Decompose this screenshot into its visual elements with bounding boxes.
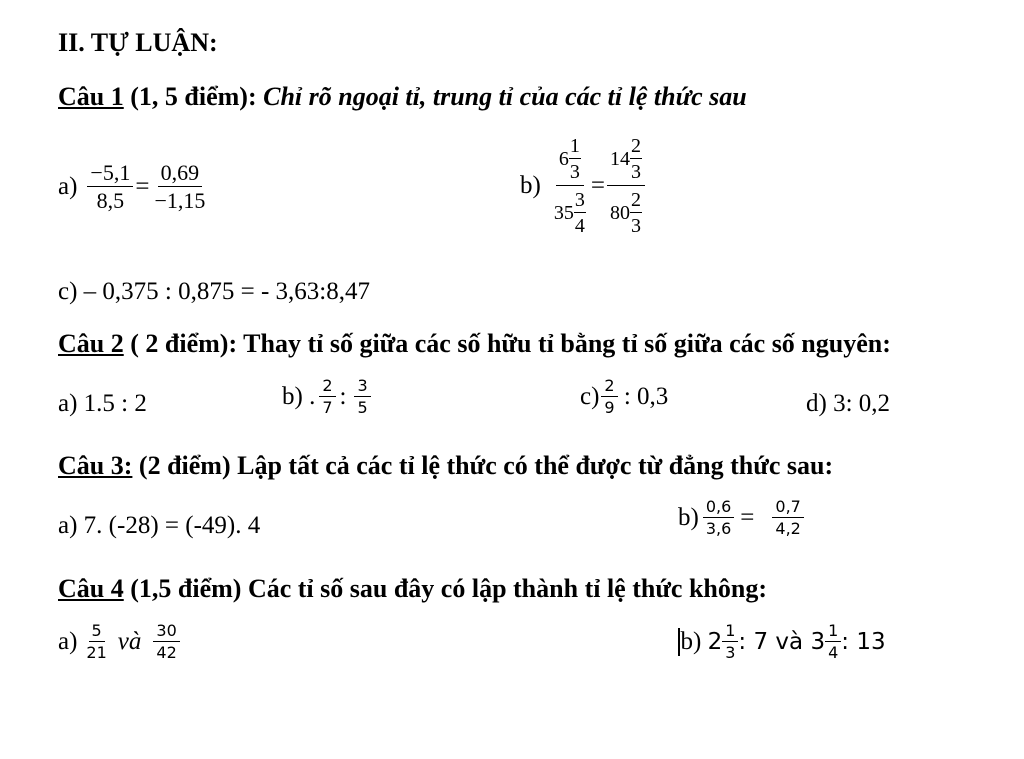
question-2-part-b xyxy=(282,378,371,416)
fraction xyxy=(722,623,738,661)
denominator: 21 xyxy=(86,643,107,662)
part-tag: a) xyxy=(58,173,78,200)
denominator: 3 xyxy=(630,161,641,183)
denominator: 3,6 xyxy=(705,519,732,538)
numerator xyxy=(607,136,645,186)
denominator: 3 xyxy=(569,161,580,183)
fraction xyxy=(630,190,642,236)
numerator: 0,6 xyxy=(703,499,734,518)
question-1-points: (1, 5 điểm): xyxy=(123,82,264,111)
whole-part: 6 xyxy=(558,148,569,170)
numerator: 2 xyxy=(319,378,335,397)
denominator: −1,15 xyxy=(154,188,206,213)
denominator: 4 xyxy=(574,215,585,237)
ratio-text: : 13 xyxy=(841,629,886,655)
mixed-number xyxy=(559,136,581,182)
numerator: 3 xyxy=(574,189,585,211)
whole-part: 14 xyxy=(609,148,630,170)
part-tag: a) xyxy=(58,628,78,655)
question-4-part-b xyxy=(678,623,886,661)
section-title: II. TỰ LUẬN: xyxy=(58,28,218,57)
mixed-number xyxy=(554,190,586,236)
text-cursor xyxy=(678,628,680,656)
denominator: 4,2 xyxy=(775,519,801,538)
complex-fraction xyxy=(551,136,589,236)
numerator: 2 xyxy=(630,189,641,211)
numerator: 1 xyxy=(569,135,580,157)
fraction xyxy=(151,162,208,212)
whole-part: 35 xyxy=(553,202,574,224)
numerator: 2 xyxy=(630,135,641,157)
numerator: 1 xyxy=(825,623,841,642)
denominator: 7 xyxy=(322,398,333,417)
denominator: 3 xyxy=(630,215,641,237)
numerator xyxy=(556,136,584,186)
question-2-heading xyxy=(58,329,891,359)
part-tag: b) xyxy=(680,628,708,655)
question-4-heading xyxy=(58,574,767,604)
whole-part: 2 xyxy=(707,629,723,655)
denominator: 42 xyxy=(156,643,177,662)
question-2-part-d: d) 3: 0,2 xyxy=(806,390,891,417)
question-1-label: Câu 1 xyxy=(58,82,124,111)
fraction xyxy=(83,623,109,661)
question-4-label: Câu 4 xyxy=(58,574,124,603)
question-4-prompt: (1,5 điểm) Các tỉ số sau đây có lập thành tỉ lệ thức không: xyxy=(123,574,768,603)
question-2-label: Câu 2 xyxy=(58,329,124,358)
question-1-part-c: c) – 0,375 : 0,875 = - 3,63:8,47 xyxy=(58,278,370,305)
question-1-heading xyxy=(58,82,747,112)
fraction xyxy=(630,136,642,182)
fraction xyxy=(703,499,734,537)
fraction xyxy=(319,378,335,416)
part-tag: b) xyxy=(678,504,699,531)
whole-part: 3 xyxy=(810,629,826,655)
ratio-text: : 7 và xyxy=(738,629,811,655)
question-1-prompt: Chỉ rõ ngoại tỉ, trung tỉ của các tỉ lệ thức sau xyxy=(263,82,747,111)
numerator: 5 xyxy=(89,623,105,642)
denominator: 9 xyxy=(604,398,615,417)
divisor-text: : 0,3 xyxy=(617,383,669,410)
mixed-number xyxy=(610,136,642,182)
question-2-prompt: ( 2 điểm): Thay tỉ số giữa các số hữu tỉ bằng tỉ số giữa các số nguyên: xyxy=(123,329,891,358)
equals-sign: = xyxy=(135,173,150,200)
question-3-label: Câu 3: xyxy=(58,451,133,480)
question-3-part-b xyxy=(678,499,804,537)
division-sign: : xyxy=(339,383,347,410)
equals-sign: = xyxy=(590,172,605,199)
equals-sign: = xyxy=(740,504,755,531)
fraction xyxy=(87,162,133,212)
question-3-heading xyxy=(58,451,833,481)
fraction xyxy=(574,190,586,236)
part-tag: b) . xyxy=(282,383,316,410)
denominator: 8,5 xyxy=(96,188,125,213)
denominator: 5 xyxy=(357,398,368,417)
numerator: 30 xyxy=(153,623,179,642)
fraction xyxy=(601,378,617,416)
numerator: 2 xyxy=(601,378,617,397)
part-tag: b) xyxy=(520,172,541,199)
fraction xyxy=(772,499,803,537)
fraction xyxy=(354,378,370,416)
question-2-part-a: a) 1.5 : 2 xyxy=(58,390,147,417)
question-1-part-a xyxy=(58,162,208,212)
question-4-part-a xyxy=(58,623,180,661)
whole-part: 80 xyxy=(609,202,630,224)
numerator: 0,69 xyxy=(158,162,203,187)
complex-fraction xyxy=(607,136,645,236)
numerator: −5,1 xyxy=(87,162,133,187)
denominator xyxy=(607,186,645,236)
numerator: 3 xyxy=(354,378,370,397)
question-1-part-b xyxy=(520,136,645,236)
fraction xyxy=(825,623,841,661)
denominator xyxy=(551,186,589,236)
fraction xyxy=(569,136,581,182)
part-tag: c) xyxy=(580,383,600,410)
question-2-part-c xyxy=(580,378,668,416)
numerator: 1 xyxy=(722,623,738,642)
mixed-number xyxy=(610,190,642,236)
conjunction-text: và xyxy=(117,628,142,655)
denominator: 3 xyxy=(725,643,736,662)
fraction xyxy=(153,623,179,661)
numerator: 0,7 xyxy=(772,499,803,518)
denominator: 4 xyxy=(828,643,839,662)
question-3-part-a: a) 7. (-28) = (-49). 4 xyxy=(58,512,261,539)
question-3-prompt: (2 điểm) Lập tất cả các tỉ lệ thức có thể được từ đẳng thức sau: xyxy=(132,451,834,480)
